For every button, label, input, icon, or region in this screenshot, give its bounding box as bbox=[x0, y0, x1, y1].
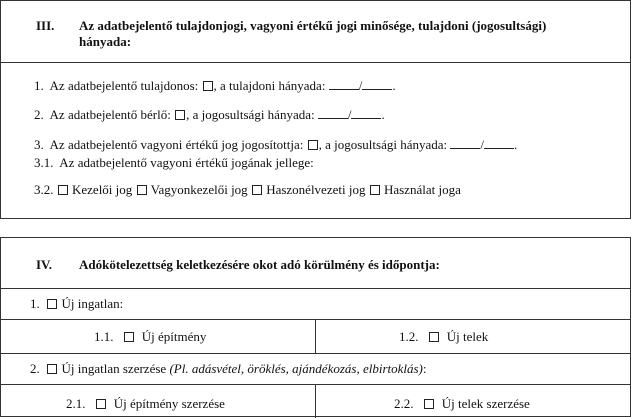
section-3-title-line2: hányada: bbox=[79, 34, 132, 49]
row-property-acquisition-label: Új ingatlan szerzése bbox=[61, 361, 167, 376]
section-3-title-line1: Az adatbejelentő tulajdonjogi, vagyoni értékű jogi minősége, tulajdoni (jogosultsági) bbox=[79, 18, 547, 33]
section-4-box bbox=[0, 237, 631, 417]
use-right-label: Használat joga bbox=[383, 182, 461, 197]
row-plot-acquisition bbox=[394, 396, 530, 412]
row-new-plot-number: 1.2. bbox=[399, 329, 419, 344]
item-right-types bbox=[34, 182, 461, 198]
tenant-checkbox[interactable] bbox=[175, 110, 185, 120]
new-plot-checkbox[interactable] bbox=[429, 332, 439, 342]
row-new-building bbox=[94, 329, 206, 345]
owner-share-label: , a tulajdoni hányada: bbox=[213, 78, 326, 93]
owner-share-slash: / bbox=[358, 78, 363, 93]
owner-share-end: . bbox=[392, 78, 396, 93]
management-right-checkbox[interactable] bbox=[58, 185, 68, 195]
row-building-acquisition-label: Új építmény szerzése bbox=[113, 396, 225, 411]
row-plot-acquisition-label: Új telek szerzése bbox=[441, 396, 530, 411]
section-3-number: III. bbox=[36, 18, 55, 33]
item-owner-label: Az adatbejelentő tulajdonos: bbox=[49, 78, 199, 93]
item-tenant-label: Az adatbejelentő bérlő: bbox=[49, 107, 171, 122]
use-right-checkbox[interactable] bbox=[370, 185, 380, 195]
tenant-share-denominator-field[interactable] bbox=[351, 108, 381, 119]
usufruct-right-checkbox[interactable] bbox=[252, 185, 262, 195]
section-4-column-divider-1 bbox=[315, 319, 316, 353]
section-4-divider-1 bbox=[1, 288, 630, 289]
usufruct-right-label: Haszonélvezeti jog bbox=[266, 182, 366, 197]
item-tenant-number: 2. bbox=[34, 107, 44, 122]
section-3-divider bbox=[1, 62, 630, 63]
item-right-nature-number: 3.1. bbox=[34, 155, 54, 170]
item-right-holder-number: 3. bbox=[34, 137, 44, 152]
tenant-share-label: , a jogosultsági hányada: bbox=[186, 107, 315, 122]
tenant-share-end: . bbox=[381, 107, 385, 122]
right-holder-share-end: . bbox=[514, 137, 518, 152]
item-right-nature-label: Az adatbejelentő vagyoni értékű jogának jellege: bbox=[59, 155, 314, 170]
section-4-number: IV. bbox=[36, 257, 53, 272]
plot-acquisition-checkbox[interactable] bbox=[424, 399, 434, 409]
item-right-holder-label: Az adatbejelentő vagyoni értékű jog jogosítottja: bbox=[49, 137, 304, 152]
item-right-types-number: 3.2. bbox=[34, 182, 54, 197]
item-right-nature bbox=[34, 155, 314, 171]
right-holder-share-denominator-field[interactable] bbox=[484, 138, 514, 149]
owner-share-denominator-field[interactable] bbox=[362, 79, 392, 90]
management-right-label: Kezelői jog bbox=[72, 182, 133, 197]
row-new-property-label: Új ingatlan: bbox=[61, 296, 124, 311]
row-property-acquisition-end: : bbox=[422, 361, 427, 376]
section-4-column-divider-2 bbox=[315, 384, 316, 418]
row-new-plot bbox=[399, 329, 488, 345]
right-holder-share-label: , a jogosultsági hányada: bbox=[318, 137, 448, 152]
property-acquisition-checkbox[interactable] bbox=[47, 364, 57, 374]
tenant-share-slash: / bbox=[347, 107, 352, 122]
row-property-acquisition-number: 2. bbox=[30, 361, 40, 376]
row-property-acquisition bbox=[30, 361, 427, 377]
row-new-building-number: 1.1. bbox=[94, 329, 114, 344]
row-building-acquisition-number: 2.1. bbox=[66, 396, 86, 411]
section-4-title: Adókötelezettség keletkezésére okot adó körülmény és időpontja: bbox=[79, 257, 440, 272]
row-new-property bbox=[30, 296, 123, 312]
new-property-checkbox[interactable] bbox=[47, 299, 57, 309]
asset-management-right-label: Vagyonkezelői jog bbox=[150, 182, 248, 197]
building-acquisition-checkbox[interactable] bbox=[96, 399, 106, 409]
item-tenant bbox=[34, 107, 385, 123]
row-building-acquisition bbox=[66, 396, 225, 412]
owner-checkbox[interactable] bbox=[203, 81, 213, 91]
row-new-building-label: Új építmény bbox=[141, 329, 207, 344]
row-new-plot-label: Új telek bbox=[446, 329, 489, 344]
right-holder-share-numerator-field[interactable] bbox=[450, 138, 480, 149]
item-owner bbox=[34, 78, 396, 94]
item-right-holder bbox=[34, 137, 517, 153]
section-4-divider-3 bbox=[1, 353, 630, 354]
item-owner-number: 1. bbox=[34, 78, 44, 93]
row-new-property-number: 1. bbox=[30, 296, 40, 311]
tenant-share-numerator-field[interactable] bbox=[318, 108, 348, 119]
right-holder-share-slash: / bbox=[480, 137, 484, 152]
right-holder-checkbox[interactable] bbox=[308, 140, 318, 150]
asset-management-right-checkbox[interactable] bbox=[137, 185, 147, 195]
row-property-acquisition-note: (Pl. adásvétel, öröklés, ajándékozás, elbirtoklás) bbox=[169, 361, 423, 376]
owner-share-numerator-field[interactable] bbox=[329, 79, 359, 90]
row-plot-acquisition-number: 2.2. bbox=[394, 396, 414, 411]
new-building-checkbox[interactable] bbox=[124, 332, 134, 342]
